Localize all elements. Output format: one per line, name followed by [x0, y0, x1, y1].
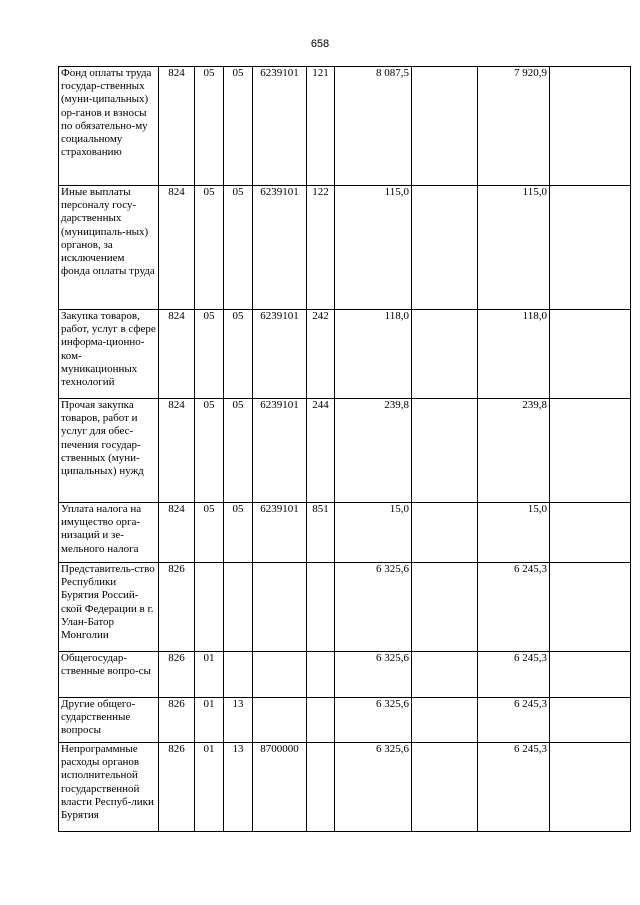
section-code: 01	[195, 743, 224, 832]
ministry-code: 824	[159, 310, 195, 399]
ministry-code: 826	[159, 652, 195, 698]
amount-1: 15,0	[335, 503, 412, 563]
amount-4	[550, 503, 631, 563]
subsection-code	[224, 652, 253, 698]
target-article-code	[253, 563, 307, 652]
expense-type-code: 851	[307, 503, 335, 563]
amount-3: 6 245,3	[478, 743, 550, 832]
budget-table	[58, 66, 631, 832]
expense-type-code	[307, 652, 335, 698]
target-article-code: 6239101	[253, 503, 307, 563]
amount-4	[550, 743, 631, 832]
page-number: 658	[310, 38, 330, 50]
target-article-code	[253, 652, 307, 698]
amount-4	[550, 186, 631, 310]
amount-4	[550, 652, 631, 698]
table-row	[59, 652, 631, 698]
target-article-code: 6239101	[253, 67, 307, 186]
item-name: Прочая закупка товаров, работ и услуг для обес-печения государ-ственных (муни-ципальных) нужд	[59, 399, 159, 503]
expense-type-code: 244	[307, 399, 335, 503]
amount-1: 6 325,6	[335, 743, 412, 832]
amount-3: 7 920,9	[478, 67, 550, 186]
subsection-code: 05	[224, 503, 253, 563]
item-name: Непрограммные расходы органов исполнительной государственной власти Респуб-лики Бурятия	[59, 743, 159, 832]
table-row	[59, 563, 631, 652]
section-code: 05	[195, 503, 224, 563]
amount-1: 6 325,6	[335, 652, 412, 698]
table-row	[59, 310, 631, 399]
amount-3: 118,0	[478, 310, 550, 399]
ministry-code: 824	[159, 399, 195, 503]
amount-3: 15,0	[478, 503, 550, 563]
amount-2	[412, 399, 478, 503]
amount-2	[412, 186, 478, 310]
ministry-code: 826	[159, 563, 195, 652]
section-code: 05	[195, 67, 224, 186]
ministry-code: 826	[159, 698, 195, 743]
item-name: Иные выплаты персоналу госу-дарственных (муниципаль-ных) органов, за исключением фонда оплаты труда	[59, 186, 159, 310]
target-article-code: 6239101	[253, 186, 307, 310]
section-code: 05	[195, 310, 224, 399]
target-article-code: 8700000	[253, 743, 307, 832]
amount-4	[550, 698, 631, 743]
table-row	[59, 743, 631, 832]
table-row	[59, 399, 631, 503]
item-name: Представитель-ство Республики Бурятия Россий-ской Федерации в г. Улан-Батор Монголии	[59, 563, 159, 652]
subsection-code: 13	[224, 743, 253, 832]
expense-type-code	[307, 563, 335, 652]
table-row	[59, 503, 631, 563]
amount-3: 6 245,3	[478, 698, 550, 743]
amount-4	[550, 310, 631, 399]
amount-2	[412, 310, 478, 399]
expense-type-code	[307, 743, 335, 832]
amount-2	[412, 563, 478, 652]
amount-1: 118,0	[335, 310, 412, 399]
item-name: Закупка товаров, работ, услуг в сфере информа-ционно-ком-муникационных технологий	[59, 310, 159, 399]
item-name: Уплата налога на имущество орга-низаций и зе-мельного налога	[59, 503, 159, 563]
amount-3: 6 245,3	[478, 563, 550, 652]
subsection-code	[224, 563, 253, 652]
ministry-code: 826	[159, 743, 195, 832]
amount-2	[412, 698, 478, 743]
target-article-code: 6239101	[253, 310, 307, 399]
expense-type-code: 242	[307, 310, 335, 399]
amount-3: 115,0	[478, 186, 550, 310]
amount-2	[412, 743, 478, 832]
ministry-code: 824	[159, 67, 195, 186]
target-article-code	[253, 698, 307, 743]
amount-3: 239,8	[478, 399, 550, 503]
budget-table-body	[59, 67, 631, 832]
table-row	[59, 698, 631, 743]
expense-type-code: 122	[307, 186, 335, 310]
subsection-code: 05	[224, 186, 253, 310]
amount-1: 115,0	[335, 186, 412, 310]
amount-1: 6 325,6	[335, 563, 412, 652]
section-code: 05	[195, 186, 224, 310]
amount-1: 6 325,6	[335, 698, 412, 743]
subsection-code: 05	[224, 310, 253, 399]
amount-4	[550, 563, 631, 652]
section-code: 05	[195, 399, 224, 503]
item-name: Фонд оплаты труда государ-ственных (муни-ципальных) ор-ганов и взносы по обязательно-му социальному страхованию	[59, 67, 159, 186]
amount-2	[412, 652, 478, 698]
amount-2	[412, 67, 478, 186]
expense-type-code: 121	[307, 67, 335, 186]
amount-1: 239,8	[335, 399, 412, 503]
ministry-code: 824	[159, 503, 195, 563]
expense-type-code	[307, 698, 335, 743]
amount-3: 6 245,3	[478, 652, 550, 698]
ministry-code: 824	[159, 186, 195, 310]
amount-1: 8 087,5	[335, 67, 412, 186]
amount-4	[550, 399, 631, 503]
section-code: 01	[195, 652, 224, 698]
section-code: 01	[195, 698, 224, 743]
item-name: Общегосудар-ственные вопро-сы	[59, 652, 159, 698]
table-row	[59, 186, 631, 310]
table-row	[59, 67, 631, 186]
subsection-code: 05	[224, 399, 253, 503]
subsection-code: 13	[224, 698, 253, 743]
item-name: Другие общего-сударственные вопросы	[59, 698, 159, 743]
subsection-code: 05	[224, 67, 253, 186]
amount-2	[412, 503, 478, 563]
target-article-code: 6239101	[253, 399, 307, 503]
section-code	[195, 563, 224, 652]
amount-4	[550, 67, 631, 186]
